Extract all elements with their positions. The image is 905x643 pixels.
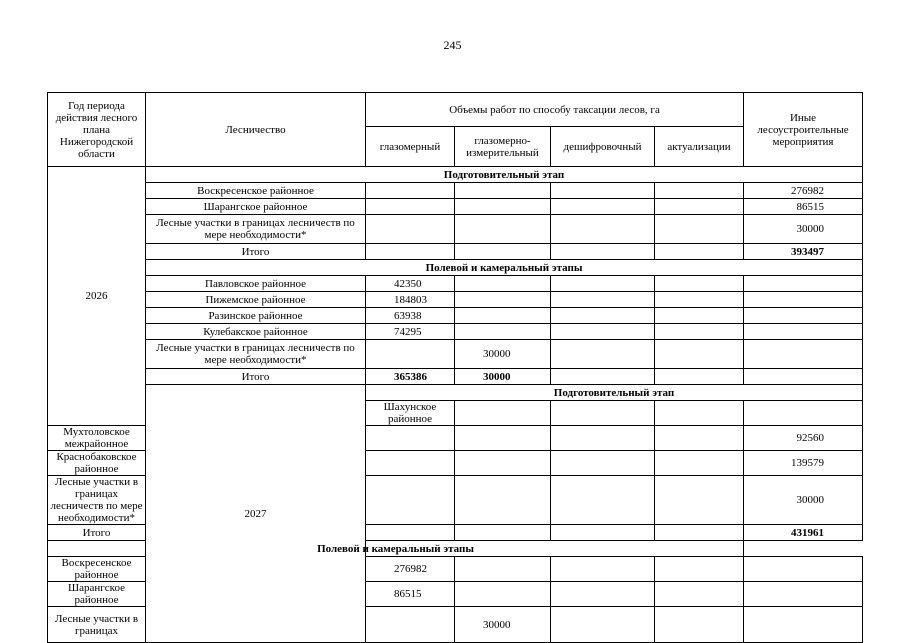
table-row bbox=[48, 199, 863, 215]
total-row bbox=[48, 369, 863, 385]
glaz-value: 276982 bbox=[366, 557, 455, 582]
glaz-value: 184803 bbox=[366, 292, 455, 308]
table-row bbox=[48, 183, 863, 199]
forestry-name: Шарангское районное bbox=[48, 582, 146, 607]
header-other-measures: Иные лесоустроительные мероприятия bbox=[744, 93, 863, 167]
header-glaz: глазомерный bbox=[366, 127, 455, 167]
forestry-name: Воскресенское районное bbox=[48, 557, 146, 582]
other-value: 30000 bbox=[744, 215, 863, 244]
total-row bbox=[48, 244, 863, 260]
glaz-value: 86515 bbox=[366, 582, 455, 607]
other-value: 92560 bbox=[744, 426, 863, 451]
table-row bbox=[48, 276, 863, 292]
total-label: Итого bbox=[146, 244, 366, 260]
forestry-name: Лесные участки в границах лесничеств по мере необходимости* bbox=[146, 215, 366, 244]
stage-row: Полевой и камеральный этапы bbox=[146, 260, 863, 276]
header-deshifr: дешифровочный bbox=[551, 127, 655, 167]
forestry-name: Краснобаковское районное bbox=[48, 451, 146, 476]
forestry-name: Кулебакское районное bbox=[146, 324, 366, 340]
table-row bbox=[48, 215, 863, 244]
stage-row: Подготовительный этап bbox=[366, 385, 863, 401]
forest-works-table bbox=[47, 92, 863, 643]
total-glaz-izm: 30000 bbox=[455, 369, 551, 385]
glaz-izm-value: 30000 bbox=[455, 607, 551, 643]
header-aktual: актуализации bbox=[655, 127, 744, 167]
forestry-name: Мухтоловское межрайонное bbox=[48, 426, 146, 451]
table-row bbox=[48, 292, 863, 308]
total-other: 431961 bbox=[744, 525, 863, 541]
forestry-name: Лесные участки в границах лесничеств по мере необходимости* bbox=[48, 476, 146, 525]
year-cell: 2027 bbox=[146, 385, 366, 643]
page-number: 245 bbox=[443, 38, 462, 52]
total-label: Итого bbox=[48, 525, 146, 541]
stage-row: Подготовительный этап bbox=[146, 167, 863, 183]
glaz-value: 42350 bbox=[366, 276, 455, 292]
total-label: Итого bbox=[146, 369, 366, 385]
other-value: 30000 bbox=[744, 476, 863, 525]
forestry-name: Шахунское районное bbox=[366, 401, 455, 426]
total-other: 393497 bbox=[744, 244, 863, 260]
stage-row: Полевой и камеральный этапы bbox=[48, 541, 744, 557]
total-glaz: 365386 bbox=[366, 369, 455, 385]
forestry-name: Воскресенское районное bbox=[146, 183, 366, 199]
header-year: Год периода действия лесного плана Нижегородской области bbox=[48, 93, 146, 167]
header-glaz-izm: глазомерно-измерительный bbox=[455, 127, 551, 167]
glaz-value: 63938 bbox=[366, 308, 455, 324]
forestry-name: Лесные участки в границах лесничеств по мере необходимости* bbox=[146, 340, 366, 369]
other-value: 276982 bbox=[744, 183, 863, 199]
forestry-name: Шарангское районное bbox=[146, 199, 366, 215]
year-cell: 2026 bbox=[48, 167, 146, 426]
forestry-name: Разинское районное bbox=[146, 308, 366, 324]
table-row bbox=[48, 324, 863, 340]
other-value: 139579 bbox=[744, 451, 863, 476]
header-volumes: Объемы работ по способу таксации лесов, га bbox=[366, 93, 744, 127]
forestry-name: Лесные участки в границах bbox=[48, 607, 146, 643]
forestry-name: Пижемское районное bbox=[146, 292, 366, 308]
table-row bbox=[48, 308, 863, 324]
header-forestry: Лесничество bbox=[146, 93, 366, 167]
table-row bbox=[48, 340, 863, 369]
other-value: 86515 bbox=[744, 199, 863, 215]
glaz-value: 74295 bbox=[366, 324, 455, 340]
glaz-izm-value: 30000 bbox=[455, 340, 551, 369]
forestry-name: Павловское районное bbox=[146, 276, 366, 292]
